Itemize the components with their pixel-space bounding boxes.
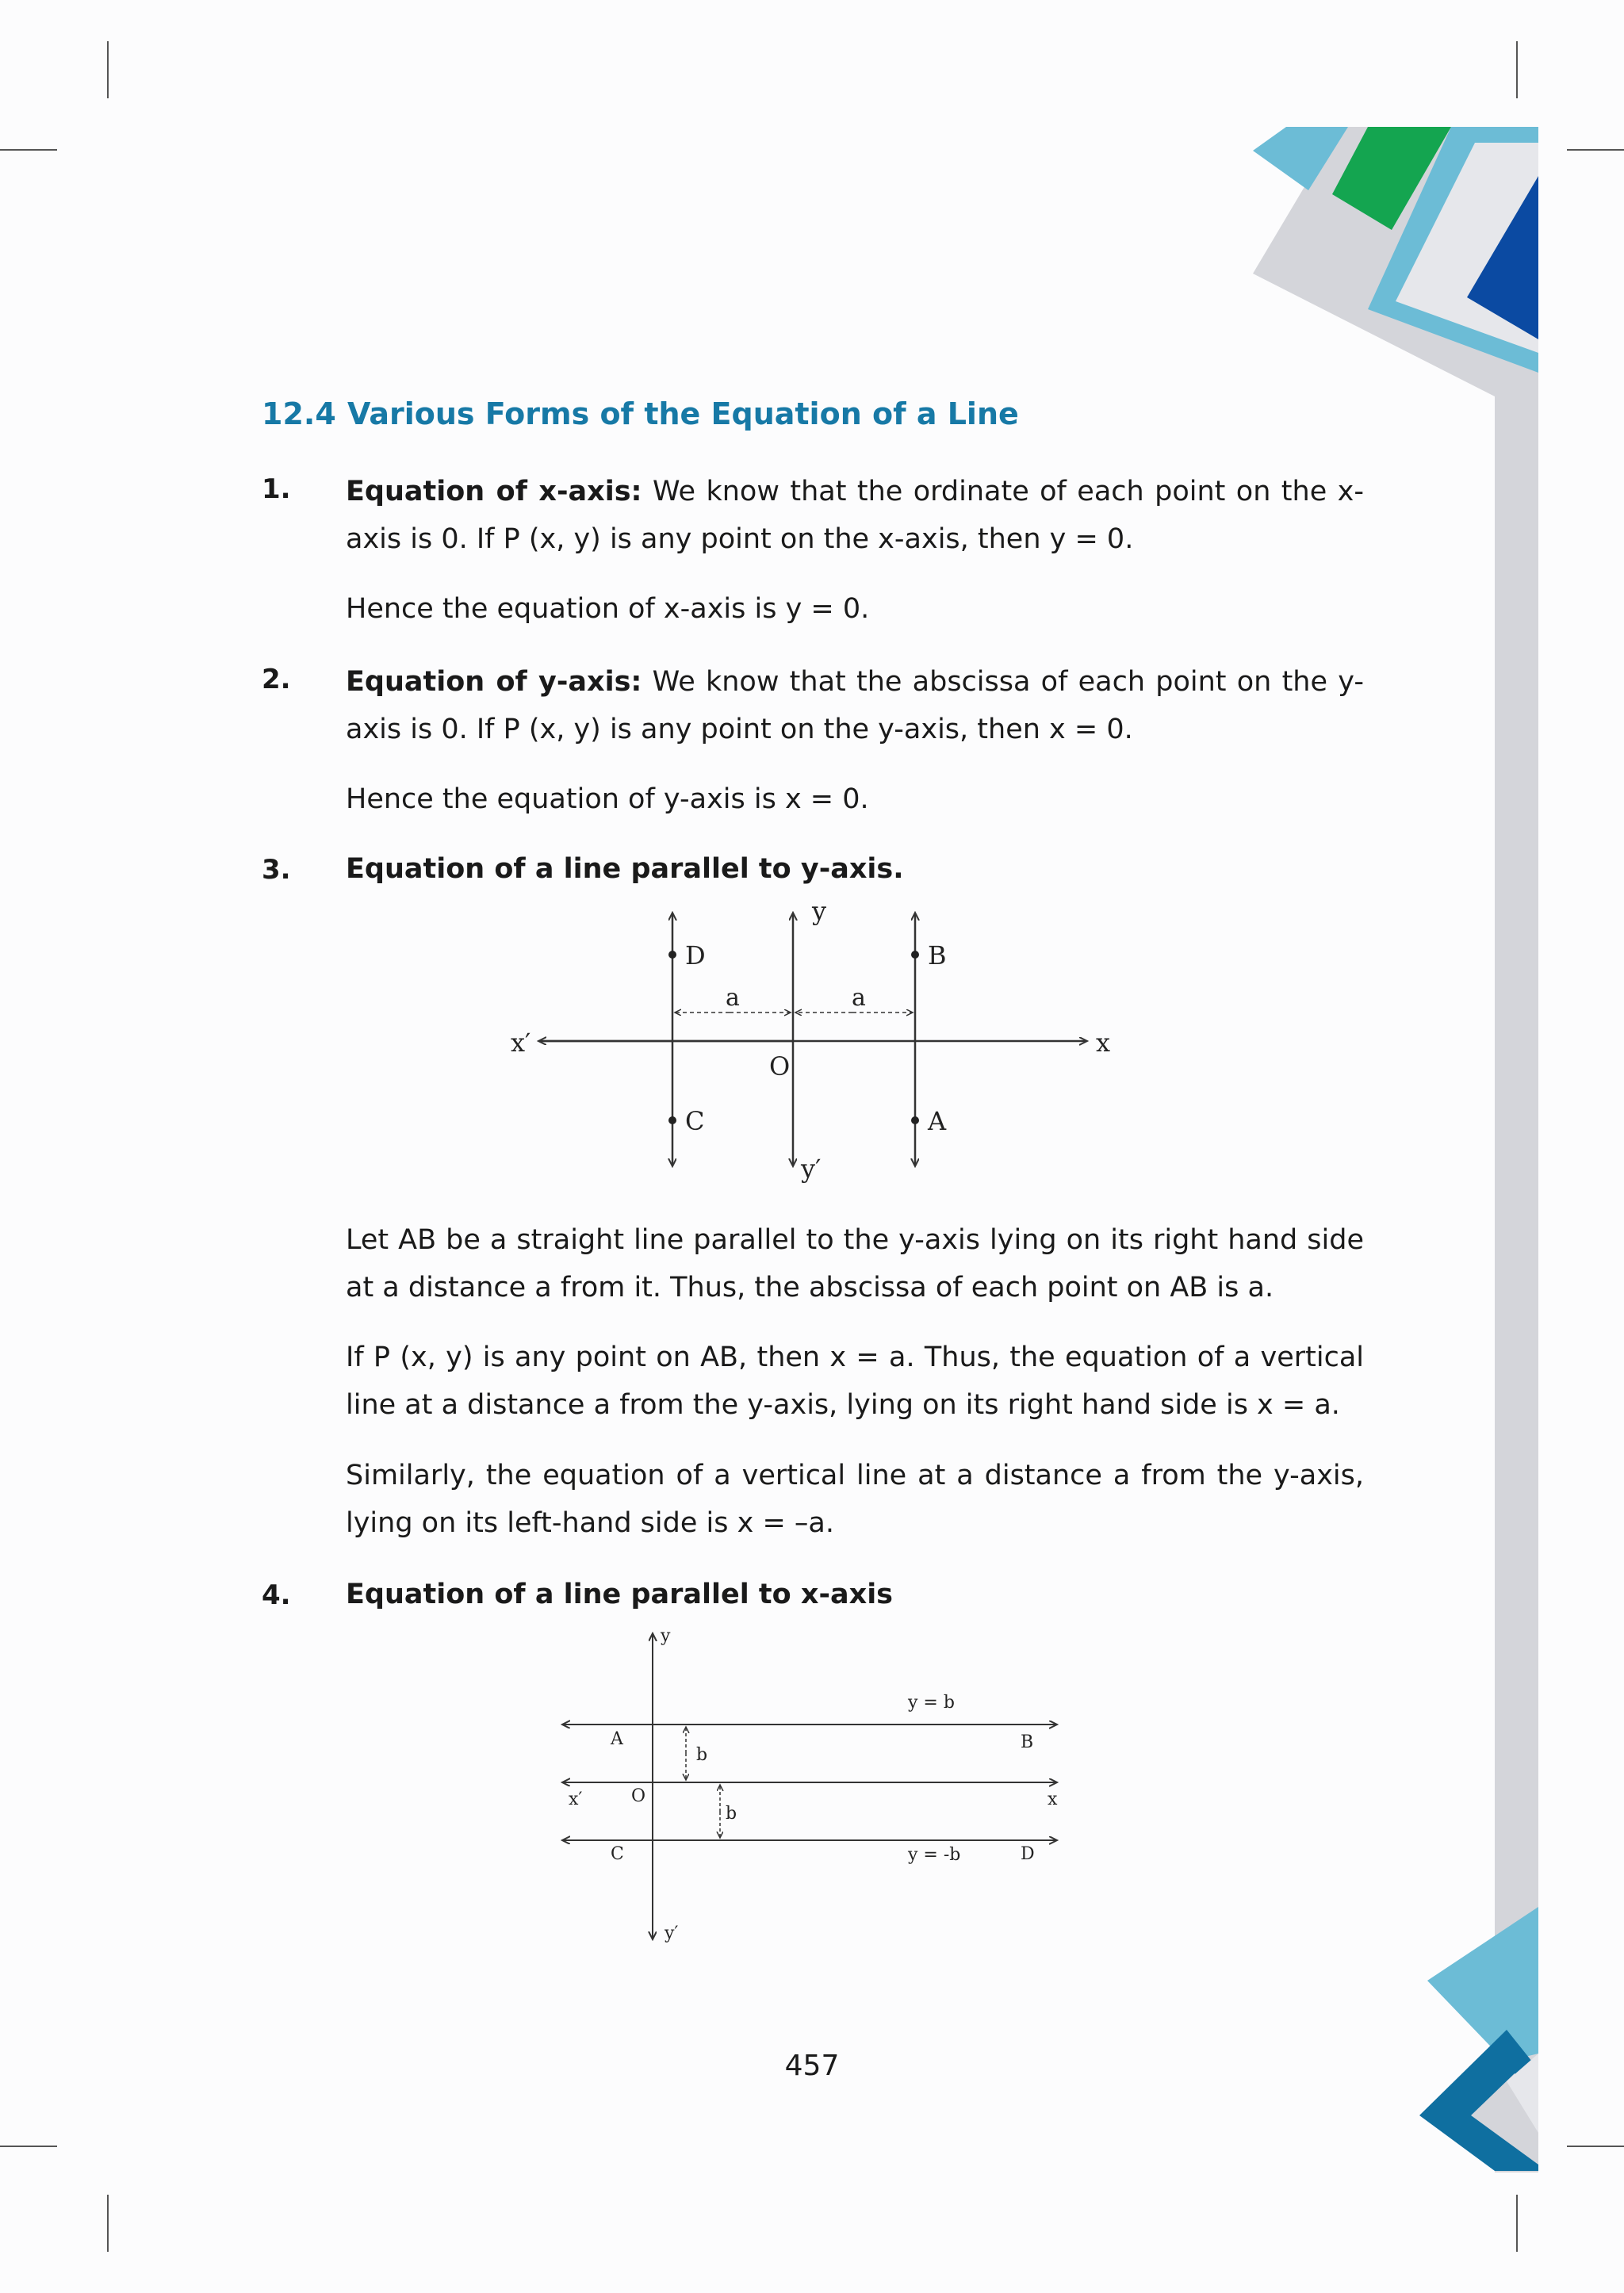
label-y-prime: y′: [665, 1924, 679, 1943]
top-right-decoration: [1253, 127, 1538, 396]
item-text: We know that the abscissa of each point on the y-axis is 0. If P (x, y) is any point on the y-axis, then x = 0.: [346, 666, 1364, 745]
section-number: 12.4: [262, 396, 336, 431]
section-heading: [262, 396, 1019, 431]
label-y: y: [812, 896, 827, 926]
label-b-point: B: [1021, 1732, 1034, 1752]
item-title: Equation of a line parallel to y-axis.: [346, 853, 904, 885]
label-a-point: A: [928, 1106, 947, 1136]
label-c: C: [611, 1844, 624, 1864]
item-title: Equation of x-axis:: [346, 476, 642, 507]
label-distance-a-right: a: [852, 984, 866, 1012]
item-conclusion: Hence the equation of x-axis is y = 0.: [346, 593, 870, 625]
item-number: 1.: [262, 473, 291, 505]
label-origin: O: [769, 1051, 791, 1081]
item-number: 4.: [262, 1579, 291, 1611]
bottom-right-decoration: [1419, 1907, 1538, 2171]
label-distance-b-top: b: [696, 1745, 708, 1765]
section-title: Various Forms of the Equation of a Line: [347, 396, 1019, 431]
item-paragraph: Similarly, the equation of a vertical line at a distance a from the y-axis, lying on its left-hand side is x = –a.: [346, 1460, 1364, 1539]
item-number: 2.: [262, 664, 291, 695]
label-c: C: [685, 1106, 705, 1136]
point-c: [668, 1116, 676, 1124]
label-b: B: [928, 940, 947, 970]
point-a: [911, 1116, 919, 1124]
point-b: [911, 951, 919, 959]
item-title: Equation of a line parallel to x-axis: [346, 1579, 894, 1610]
item-text: We know that the ordinate of each point on the x-axis is 0. If P (x, y) is any point on the x-axis, then y = 0.: [346, 476, 1365, 555]
label-x-prime: x′: [569, 1790, 583, 1809]
figure-horizontal-lines: [547, 1621, 1071, 1954]
label-d: D: [1021, 1844, 1035, 1864]
item-paragraph: [346, 658, 1364, 753]
item-conclusion: Hence the equation of y-axis is x = 0.: [346, 783, 869, 815]
label-x: x: [1048, 1790, 1058, 1809]
item-title: Equation of y-axis:: [346, 666, 642, 698]
item-paragraph: Let AB be a straight line parallel to the y-axis lying on its right hand side at a distance a from it. Thus, the abscissa of each point on AB is a.: [346, 1224, 1364, 1303]
label-origin: O: [631, 1786, 646, 1806]
label-line-y-equals-minus-b: y = -b: [908, 1845, 961, 1865]
item-paragraph: If P (x, y) is any point on AB, then x = a. Thus, the equation of a vertical line at a distance a from the y-axis, lying on its right hand side is x = a.: [346, 1342, 1364, 1421]
label-line-y-equals-b: y = b: [908, 1693, 955, 1713]
label-x-prime: x′: [511, 1028, 531, 1058]
item-number: 3.: [262, 854, 291, 886]
label-distance-a-left: a: [726, 984, 740, 1012]
label-y-prime: y′: [801, 1154, 822, 1184]
label-distance-b-bottom: b: [726, 1804, 737, 1824]
label-a-point: A: [611, 1729, 623, 1749]
item-paragraph: [346, 468, 1364, 563]
label-x: x: [1096, 1028, 1111, 1058]
label-d: D: [685, 940, 706, 970]
label-y: y: [661, 1626, 671, 1646]
page-number: 457: [784, 2050, 840, 2082]
figure-vertical-lines: [492, 896, 1126, 1189]
point-d: [668, 951, 676, 959]
